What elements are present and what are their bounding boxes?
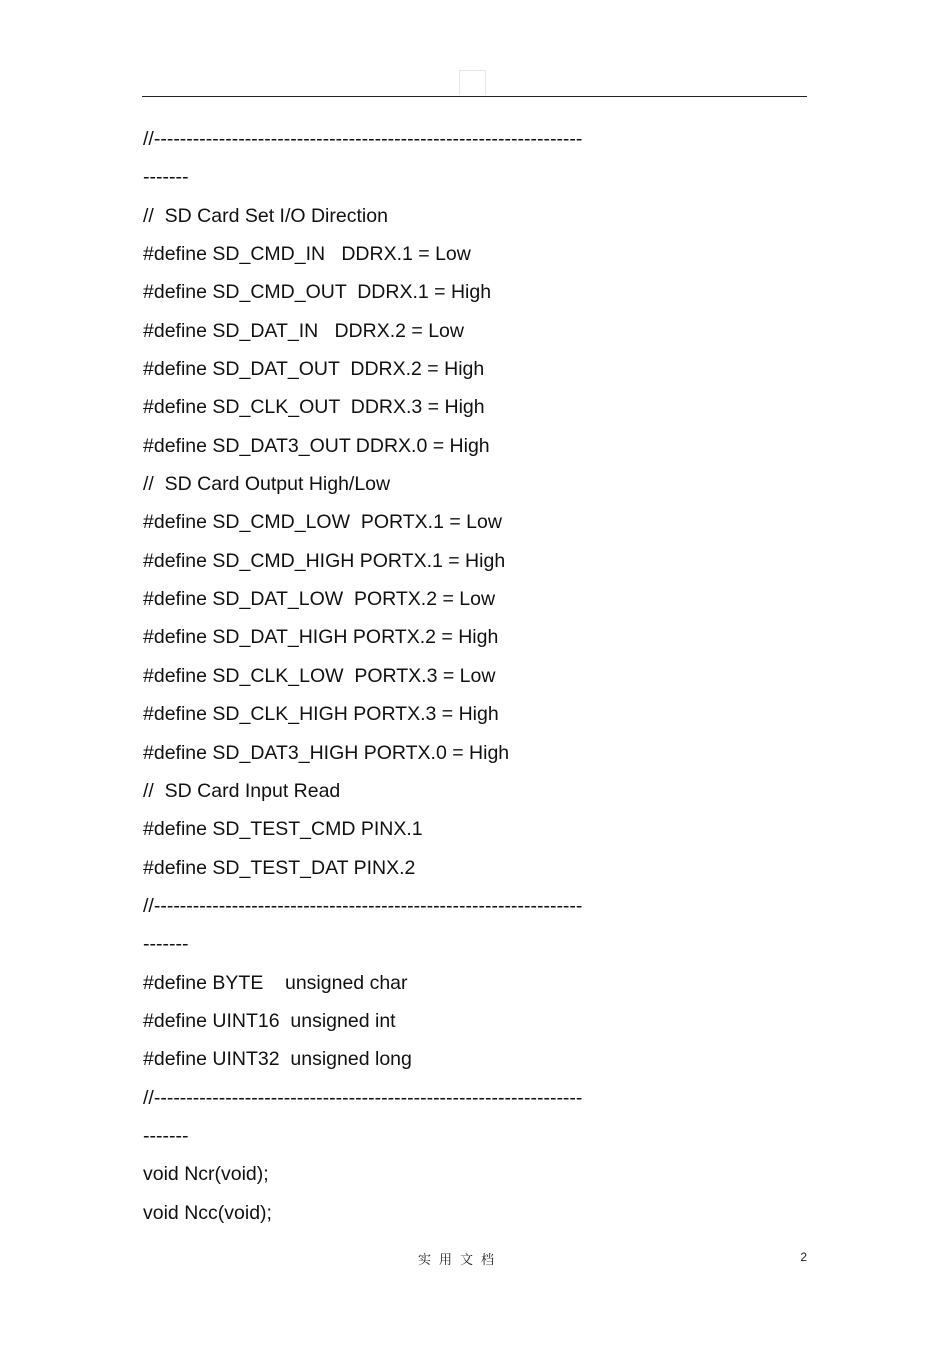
code-line: #define SD_CLK_HIGH PORTX.3 = High bbox=[143, 703, 499, 726]
code-line: //------------------------------------------------------------------ bbox=[143, 128, 583, 150]
code-line: #define SD_CMD_IN DDRX.1 = Low bbox=[143, 243, 471, 266]
code-line: #define SD_TEST_CMD PINX.1 bbox=[143, 818, 423, 841]
code-line: #define SD_CLK_LOW PORTX.3 = Low bbox=[143, 664, 496, 687]
page-number: 2 bbox=[800, 1250, 807, 1264]
code-line: void Ncc(void); bbox=[143, 1201, 272, 1224]
footer-title: 实用文档 bbox=[417, 1253, 502, 1268]
code-line: #define BYTE unsigned char bbox=[143, 971, 408, 994]
code-line: ------- bbox=[143, 933, 189, 956]
code-line: #define SD_DAT_OUT DDRX.2 = High bbox=[143, 358, 485, 381]
header-rule bbox=[142, 96, 807, 97]
code-line: #define SD_DAT_HIGH PORTX.2 = High bbox=[143, 626, 499, 649]
code-line: // SD Card Input Read bbox=[143, 779, 341, 802]
code-line: //------------------------------------------------------------------ bbox=[143, 1086, 583, 1109]
document-body bbox=[143, 120, 803, 1232]
code-line: #define SD_CLK_OUT DDRX.3 = High bbox=[143, 396, 485, 419]
code-line: #define SD_DAT3_OUT DDRX.0 = High bbox=[143, 434, 490, 457]
code-line: #define SD_CMD_OUT DDRX.1 = High bbox=[143, 281, 492, 304]
code-line: #define SD_CMD_HIGH PORTX.1 = High bbox=[143, 549, 506, 572]
code-line: // SD Card Output High/Low bbox=[143, 473, 391, 496]
code-line: // SD Card Set I/O Direction bbox=[143, 204, 388, 227]
code-line: ------- bbox=[143, 1124, 189, 1147]
header-mark bbox=[459, 70, 486, 95]
code-line: #define SD_DAT3_HIGH PORTX.0 = High bbox=[143, 741, 510, 764]
code-line: void Ncr(void); bbox=[143, 1163, 269, 1186]
code-line: ------- bbox=[143, 166, 189, 189]
code-line: #define UINT32 unsigned long bbox=[143, 1048, 412, 1071]
code-line: #define UINT16 unsigned int bbox=[143, 1009, 396, 1032]
code-line: #define SD_DAT_IN DDRX.2 = Low bbox=[143, 319, 464, 342]
code-line: #define SD_DAT_LOW PORTX.2 = Low bbox=[143, 588, 496, 611]
code-line: //------------------------------------------------------------------ bbox=[143, 894, 583, 917]
code-line: #define SD_CMD_LOW PORTX.1 = Low bbox=[143, 511, 502, 534]
code-line: #define SD_TEST_DAT PINX.2 bbox=[143, 856, 416, 879]
